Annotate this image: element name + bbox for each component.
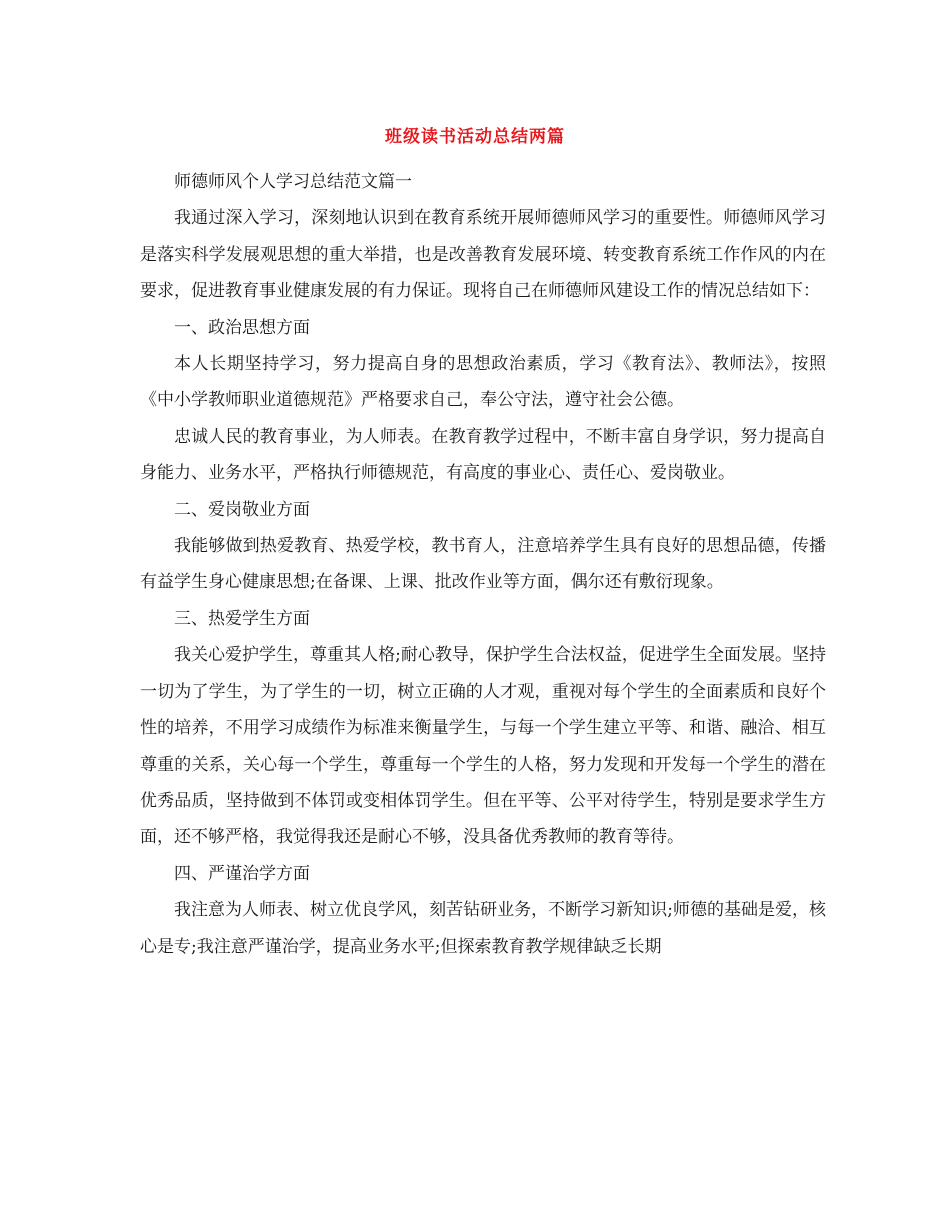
section-heading-students: 三、热爱学生方面	[174, 608, 310, 629]
paragraph-dedication: 我能够做到热爱教育、热爱学校，教书育人，注意培养学生具有良好的思想品德，传播有益学生身心健康思想;在备课、上课、批改作业等方面，偶尔还有敷衍现象。	[140, 536, 826, 593]
paragraph-intro: 我通过深入学习，深刻地认识到在教育系统开展师德师风学习的重要性。师德师风学习是落实科学发展观思想的重大举措，也是改善教育发展环境、转变教育系统工作作风的内在要求，促进教育事业健康发展的有力保证。现将自己在师德师风建设工作的情况总结如下：	[140, 208, 826, 302]
document-title: 班级读书活动总结两篇	[385, 127, 565, 147]
section-heading-politics: 一、政治思想方面	[174, 317, 310, 338]
document-body	[140, 164, 826, 965]
paragraph-scholarship: 我注意为人师表、树立优良学风，刻苦钻研业务，不断学习新知识;师德的基础是爱，核心是专;我注意严谨治学，提高业务水平;但探索教育教学规律缺乏长期	[140, 900, 826, 957]
paragraph-politics-1: 本人长期坚持学习，努力提高自身的思想政治素质，学习《教育法》、教师法》，按照《中小学教师职业道德规范》严格要求自己，奉公守法，遵守社会公德。	[140, 354, 826, 411]
section-heading-scholarship: 四、严谨治学方面	[174, 863, 310, 884]
paragraph-politics-2: 忠诚人民的教育事业，为人师表。在教育教学过程中，不断丰富自身学识，努力提高自身能力、业务水平，严格执行师德规范，有高度的事业心、责任心、爱岗敬业。	[140, 426, 826, 484]
section-heading-intro: 师德师风个人学习总结范文篇一	[174, 172, 412, 192]
section-heading-dedication: 二、爱岗敬业方面	[174, 499, 310, 520]
paragraph-students: 我关心爱护学生，尊重其人格;耐心教导，保护学生合法权益，促进学生全面发展。坚持一切为了学生，为了学生的一切，树立正确的人才观，重视对每个学生的全面素质和良好个性的培养，不用学习成绩作为标准来衡量学生，与每一个学生建立平等、和谐、融洽、相互尊重的关系，关心每一个学生，尊重每一个学生的人格，努力发现和开发每一个学生的潜在优秀品质，坚持做到不体罚或变相体罚学生。但在平等、公平对待学生，特别是要求学生方面，还不够严格，我觉得我还是耐心不够，没具备优秀教师的教育等待。	[140, 645, 826, 848]
